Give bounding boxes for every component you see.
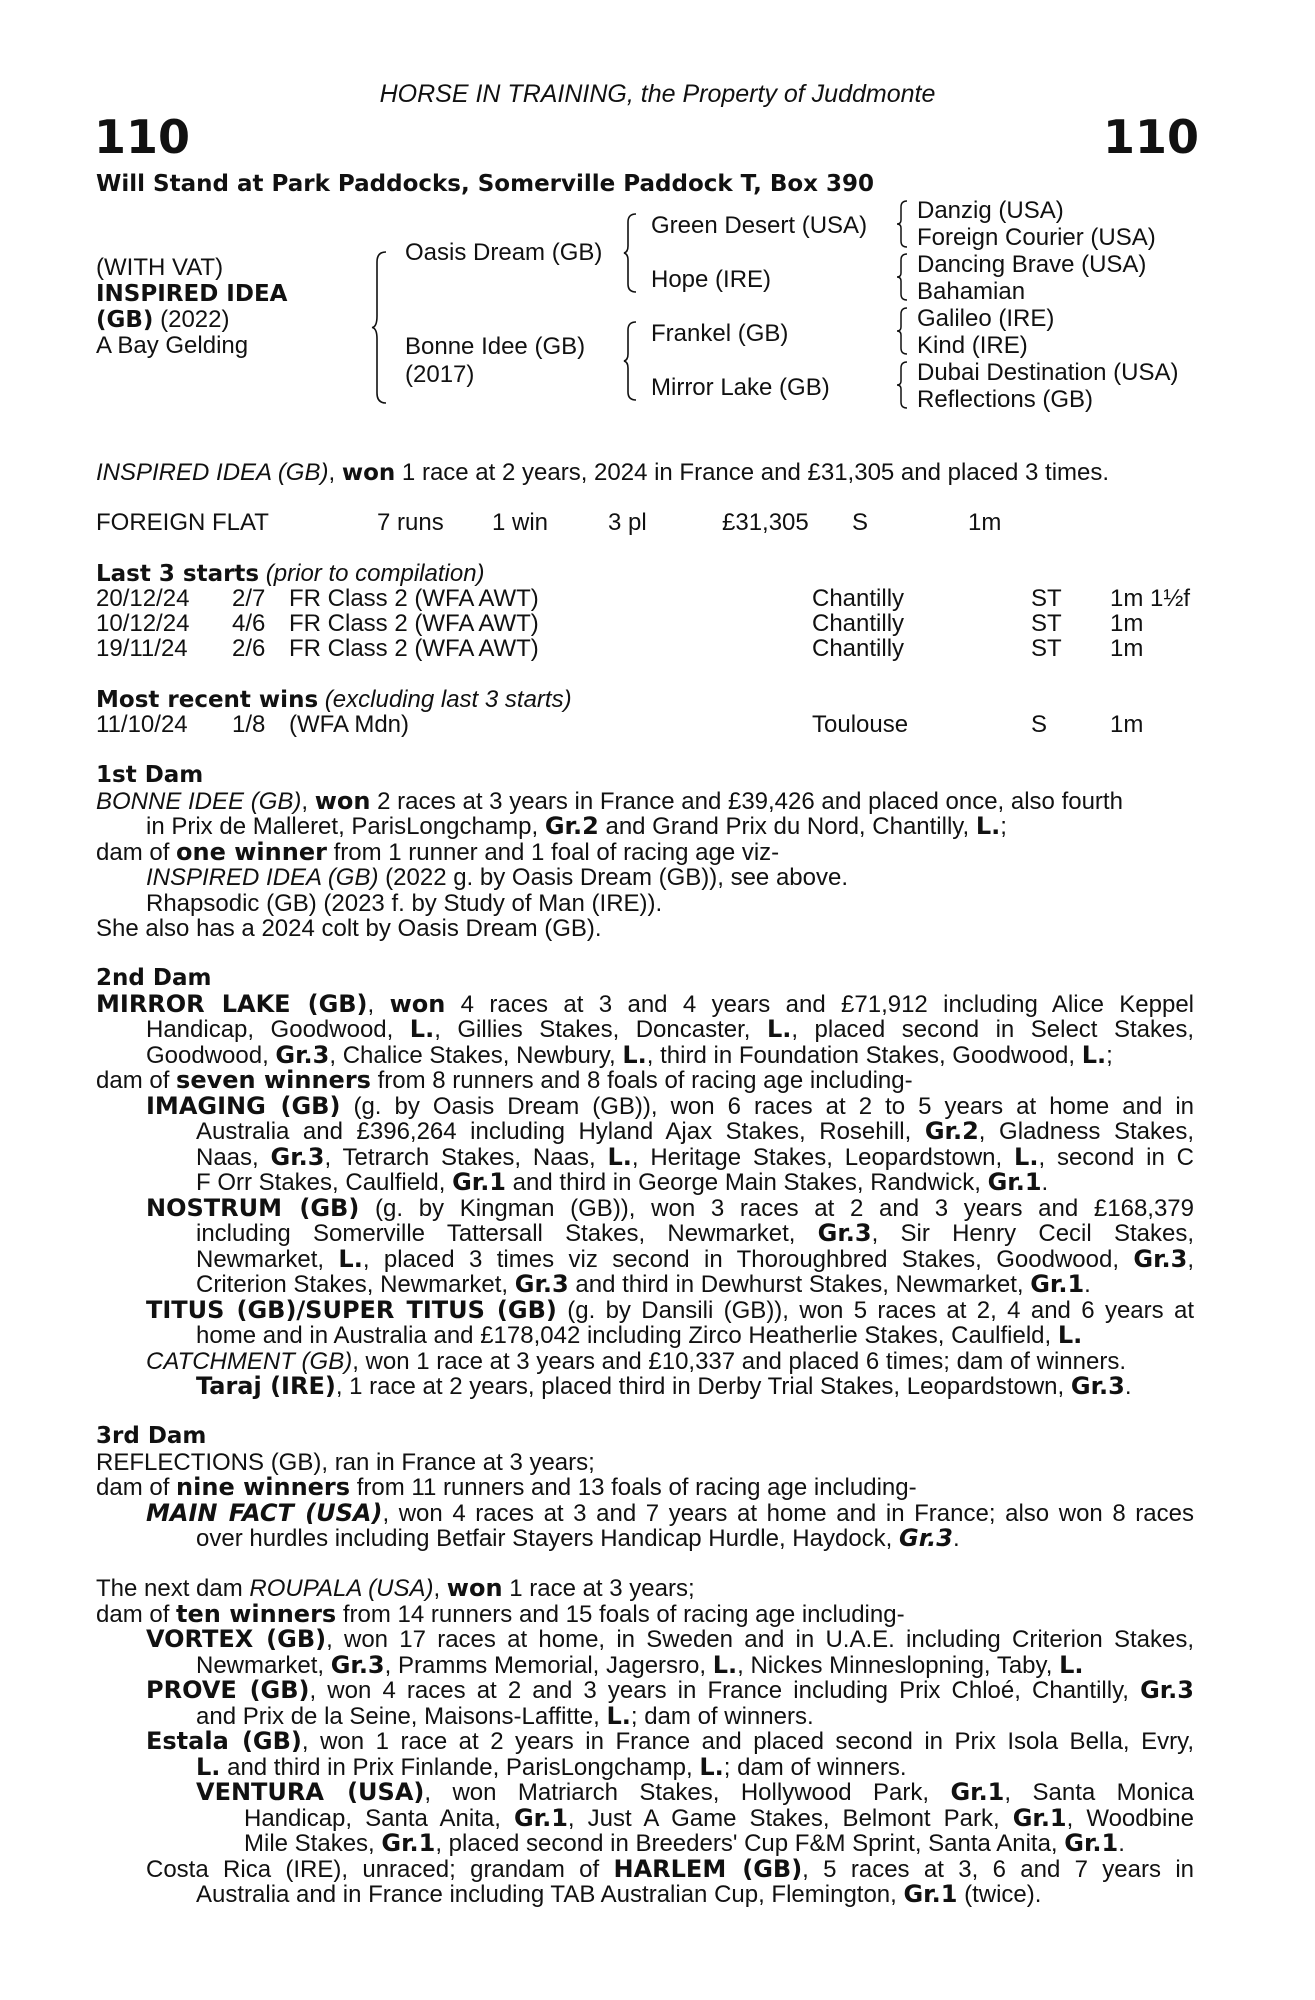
text: , Woodbine	[1066, 1804, 1194, 1832]
text: Gr.3	[1070, 1372, 1125, 1400]
text: Gr.1	[903, 1880, 958, 1908]
text: seven winners	[176, 1066, 371, 1094]
last3-heading	[96, 561, 485, 587]
pedigree-dam-dam: Mirror Lake (GB)	[651, 374, 830, 401]
imaging-line-3	[96, 1142, 1194, 1171]
text: L.	[1081, 1040, 1107, 1069]
text: L.	[1014, 1142, 1039, 1171]
text: including Somerville Tattersall Stakes, Newmarket,	[196, 1220, 818, 1247]
text: .	[1118, 1830, 1125, 1857]
first-dam-line-4	[96, 865, 1194, 891]
pedigree-ssd: Foreign Courier (USA)	[917, 224, 1156, 251]
text: from 1 runner and 1 foal of racing age viz-	[326, 838, 780, 866]
text: .	[1124, 1373, 1132, 1400]
estala-line-2	[96, 1752, 1194, 1781]
text: , placed second in Select Stakes,	[791, 1016, 1194, 1043]
next-dam-line-1	[96, 1576, 1194, 1602]
horse-description: A Bay Gelding	[96, 332, 249, 359]
text: and third in Prix Finlande, ParisLongchamp,	[220, 1753, 700, 1781]
text: Gr.1	[513, 1803, 568, 1832]
text: Australia and £396,264 including Hyland Ajax Stakes, Rosehill,	[196, 1118, 925, 1145]
first-dam-line-6: She also has a 2024 colt by Oasis Dream (GB).	[96, 915, 602, 942]
horse-country: (GB)	[96, 307, 154, 333]
text: Newmarket,	[196, 1245, 339, 1273]
text: , Tetrarch Stakes, Naas,	[324, 1143, 608, 1171]
text: and third in Dewhurst Stakes, Newmarket,	[568, 1271, 1031, 1298]
text: (2022 g. by Oasis Dream (GB)), see above.	[378, 864, 849, 891]
text: Gr.3	[270, 1142, 325, 1171]
text: L.	[622, 1040, 647, 1069]
text: Gr.2	[924, 1117, 979, 1145]
last3-date: 10/12/24	[96, 610, 190, 637]
text: and Prix de la Seine, Maisons-Laffitte,	[196, 1702, 607, 1730]
text: , won Matriarch Stakes, Hollywood Park,	[424, 1779, 951, 1806]
text: , won 1 race at 2 years in France and placed second in Prix Isola Bella, Evry,	[301, 1728, 1194, 1755]
last3-dist: 1m	[1110, 610, 1144, 637]
recent-wins-note: (excluding last 3 starts)	[318, 686, 572, 713]
text: PROVE (GB)	[146, 1676, 310, 1704]
text: Newmarket,	[196, 1651, 331, 1679]
text: from 11 runners and 13 foals of racing age including-	[350, 1474, 917, 1501]
record-placed: 3 pl	[608, 509, 647, 536]
text: Costa Rica (IRE), unraced; grandam of	[146, 1855, 614, 1883]
text: dam of	[96, 1474, 177, 1501]
horse-name: INSPIRED IDEA	[96, 281, 288, 307]
text: L.	[409, 1015, 435, 1043]
record-wins: 1 win	[492, 509, 549, 536]
first-dam-heading: 1st Dam	[96, 762, 204, 788]
pedigree-dsd: Kind (IRE)	[917, 332, 1028, 359]
second-dam-section	[96, 966, 1194, 1400]
text: The next dam	[96, 1575, 250, 1602]
pedigree-dds: Dubai Destination (USA)	[917, 359, 1179, 386]
nostrum-line-3	[96, 1244, 1194, 1273]
mirror-lake-line-2	[96, 1017, 1194, 1043]
recent-win-date: 11/10/24	[96, 711, 188, 738]
text: , won 4 races at 3 and 7 years at home and in France; also won 8 races	[382, 1499, 1194, 1527]
horse-year: (2022)	[153, 306, 230, 333]
titus-line-2	[96, 1323, 1194, 1349]
next-dam-produce-line	[96, 1599, 1194, 1628]
page-header-title: HORSE IN TRAINING, the Property of Juddmonte	[379, 80, 936, 108]
horse-country-year	[96, 307, 229, 333]
text: ; dam of winners.	[723, 1753, 907, 1781]
text: Naas,	[196, 1143, 271, 1171]
text: ,	[433, 1575, 447, 1602]
mirror-lake-line-1	[96, 989, 1194, 1018]
text: , Gillies Stakes, Doncaster,	[434, 1016, 767, 1043]
text: ;	[1106, 1041, 1113, 1069]
pedigree-brace-main	[370, 250, 390, 405]
text: , Santa Monica	[1004, 1779, 1195, 1806]
text: , Nickes Minneslopning, Taby,	[737, 1651, 1060, 1679]
text: Goodwood,	[146, 1041, 276, 1069]
text: home and in Australia and £178,042 including Zirco Heatherlie Stakes, Caulfield,	[196, 1322, 1058, 1349]
recent-win-pos: 1/8	[232, 711, 266, 738]
text: dam of	[96, 838, 177, 866]
text: L.	[1059, 1650, 1084, 1679]
pedigree-dam: Bonne Idee (GB)	[405, 333, 586, 360]
record-runs: 7 runs	[377, 509, 444, 536]
first-dam-line-5: Rhapsodic (GB) (2023 f. by Study of Man (IRE)).	[146, 889, 663, 917]
text: , placed second in Breeders' Cup F&M Sprint, Santa Anita,	[435, 1830, 1065, 1857]
first-dam-line-1	[96, 786, 1194, 815]
pedigree-brace-sd	[895, 252, 911, 302]
last3-note: (prior to compilation)	[259, 560, 485, 587]
text: Gr.1	[1012, 1803, 1067, 1832]
pedigree-dam-year: (2017)	[405, 361, 475, 388]
first-dam-section	[96, 763, 1194, 942]
text: VENTURA (USA)	[196, 1778, 425, 1806]
summary-horse-name: INSPIRED IDEA (GB)	[96, 459, 329, 486]
text: , won 4 races at 2 and 3 years in France including Prix Chloé, Chantilly,	[309, 1677, 1141, 1704]
last3-race: FR Class 2 (WFA AWT)	[289, 635, 539, 662]
text: ,	[1187, 1245, 1194, 1273]
pedigree-sire: Oasis Dream (GB)	[405, 239, 603, 266]
text: TITUS (GB)/SUPER TITUS (GB)	[146, 1295, 557, 1324]
third-dam-line-1: REFLECTIONS (GB), ran in France at 3 years;	[96, 1448, 595, 1476]
text: (twice).	[957, 1881, 1042, 1908]
ventura-line-1	[96, 1780, 1194, 1806]
record-going: S	[852, 509, 869, 536]
text: , Pramms Memorial, Jagersro,	[384, 1651, 713, 1679]
text: 1 race at 3 years;	[502, 1575, 695, 1602]
text: (g. by Kingman (GB)), won 3 races at 2 and 3 years and £168,379	[359, 1194, 1195, 1222]
last3-course: Chantilly	[812, 635, 905, 662]
text: Mile Stakes,	[244, 1830, 382, 1857]
last3-dist: 1m 1½f	[1110, 585, 1191, 612]
pedigree-sds: Dancing Brave (USA)	[917, 251, 1147, 278]
last3-race: FR Class 2 (WFA AWT)	[289, 610, 539, 637]
last3-going: ST	[1031, 635, 1062, 662]
text: IMAGING (GB)	[146, 1091, 341, 1120]
main-fact-line-2	[96, 1526, 1194, 1552]
text: , Sir Henry Cecil Stakes,	[871, 1220, 1194, 1247]
pedigree-sss: Danzig (USA)	[917, 197, 1064, 224]
recent-win-going: S	[1031, 711, 1048, 738]
text: one winner	[176, 837, 327, 866]
first-dam-name: BONNE IDEE (GB)	[96, 787, 302, 815]
pedigree-dam-sire: Frankel (GB)	[651, 320, 789, 347]
text: , Just A Game Stakes, Belmont Park,	[567, 1804, 1013, 1832]
text: , placed 3 times viz second in Thoroughbred Stakes, Goodwood,	[362, 1245, 1134, 1273]
text: in Prix de Malleret, ParisLongchamp,	[146, 813, 545, 840]
last3-dist: 1m	[1110, 635, 1144, 662]
nostrum-line-1	[96, 1193, 1195, 1222]
text: Handicap, Goodwood,	[146, 1016, 410, 1043]
last3-date: 19/11/24	[96, 635, 188, 662]
text: , Gladness Stakes,	[978, 1118, 1195, 1145]
last3-race: FR Class 2 (WFA AWT)	[289, 585, 539, 612]
text: and Grand Prix du Nord, Chantilly,	[598, 813, 976, 840]
recent-win-race: (WFA Mdn)	[289, 711, 410, 738]
text: VORTEX (GB)	[146, 1625, 327, 1653]
pedigree-sire-dam: Hope (IRE)	[651, 266, 772, 293]
listed-label: L.	[975, 812, 1001, 840]
text: .	[1041, 1169, 1049, 1196]
text: ,	[367, 990, 390, 1018]
text: L.	[1057, 1321, 1083, 1349]
text: , Chalice Stakes, Newbury,	[329, 1041, 623, 1069]
text: , 5 races at 3, 6 and 7 years in	[802, 1855, 1194, 1883]
vat-note: (WITH VAT)	[96, 254, 224, 281]
text: .	[952, 1525, 960, 1552]
text: ;	[1000, 813, 1007, 840]
pedigree-brace-dam	[622, 320, 640, 402]
text: over hurdles including Betfair Stayers Handicap Hurdle, Haydock,	[196, 1525, 900, 1552]
text: L.	[338, 1244, 363, 1273]
text: , Heritage Stakes, Leopardstown,	[631, 1143, 1015, 1171]
text: L.	[196, 1752, 221, 1781]
text: (g. by Oasis Dream (GB)), won 6 races at 2 to 5 years at home and in	[340, 1092, 1194, 1120]
text: Gr.1	[1030, 1270, 1085, 1298]
last3-going: ST	[1031, 610, 1062, 637]
text: Gr.3	[514, 1270, 569, 1298]
nostrum-line-4	[96, 1272, 1194, 1298]
last3-date: 20/12/24	[96, 585, 190, 612]
recent-win-course: Toulouse	[812, 711, 909, 738]
mirror-lake-line-3	[96, 1040, 1194, 1069]
text: won	[446, 1574, 503, 1602]
text: 2 races at 3 years in France and £39,426 and placed once, also fourth	[370, 787, 1123, 815]
grade-label: Gr.2	[544, 812, 599, 840]
recent-wins-title: Most recent wins	[96, 687, 319, 713]
pedigree-ddd: Reflections (GB)	[917, 386, 1094, 413]
text: MAIN FACT (USA)	[146, 1498, 383, 1527]
text: ROUPALA (USA)	[249, 1575, 434, 1602]
last3-course: Chantilly	[812, 610, 905, 637]
record-earnings: £31,305	[722, 509, 809, 536]
text: ; dam of winners.	[630, 1702, 814, 1730]
text: Gr.3	[817, 1219, 872, 1247]
race-summary: INSPIRED IDEA (GB), won 1 race at 2 years, 2024 in France and £31,305 and placed 3 times.	[96, 459, 1110, 486]
text: won	[314, 786, 371, 815]
text: , won 1 race at 3 years and £10,337 and placed 6 times; dam of winners.	[352, 1347, 1126, 1375]
text: , second in C	[1038, 1143, 1194, 1171]
text: from 14 runners and 15 foals of racing age including-	[336, 1600, 905, 1628]
text: and third in George Main Stakes, Randwick,	[506, 1169, 988, 1196]
recent-win-dist: 1m	[1110, 711, 1144, 738]
ventura-line-3	[96, 1831, 1194, 1857]
pedigree-brace-dd	[895, 360, 911, 410]
text: L.	[606, 1701, 631, 1730]
main-fact-line-1	[96, 1498, 1194, 1527]
last3-course: Chantilly	[812, 585, 905, 612]
text: L.	[699, 1752, 724, 1781]
imaging-line-2	[96, 1119, 1194, 1145]
text: (g. by Dansili (GB)), won 5 races at 2, 4 and 6 years at	[556, 1296, 1194, 1324]
costa-rica-line-1	[96, 1854, 1194, 1883]
text: ,	[301, 787, 315, 815]
text: L.	[607, 1142, 632, 1171]
first-dam-line-3	[96, 837, 1194, 866]
last3-title: Last 3 starts	[96, 561, 260, 587]
text: Gr.1	[452, 1168, 507, 1196]
text: ten winners	[176, 1599, 337, 1628]
last3-pos: 4/6	[232, 610, 266, 637]
third-dam-section	[96, 1424, 1194, 1552]
catchment-line	[96, 1349, 1194, 1375]
second-dam-produce-line	[96, 1068, 1194, 1094]
vortex-line-1	[96, 1627, 1194, 1653]
text: dam of	[96, 1067, 177, 1094]
recent-wins-heading	[96, 687, 572, 713]
first-dam-line-2	[96, 814, 1194, 840]
text: , won 17 races at home, in Sweden and in U.A.E. including Criterion Stakes,	[326, 1626, 1194, 1653]
last3-pos: 2/7	[232, 585, 266, 612]
pedigree-brace-ss	[895, 199, 911, 249]
taraj-line	[96, 1374, 1194, 1400]
text: Gr.3	[275, 1040, 330, 1069]
prove-line-2	[96, 1701, 1194, 1730]
text: , 1 race at 2 years, placed third in Derby Trial Stakes, Leopardstown,	[335, 1373, 1071, 1400]
pedigree-brace-ds	[895, 306, 911, 356]
vortex-line-2	[96, 1650, 1194, 1679]
summary-won: won	[341, 460, 396, 486]
lot-number-right: 110	[1102, 110, 1199, 164]
text: Taraj (IRE)	[196, 1372, 336, 1400]
text: Australia and in France including TAB Australian Cup, Flemington,	[196, 1881, 904, 1908]
third-dam-produce-line	[96, 1475, 1194, 1501]
prove-line-1	[96, 1678, 1194, 1704]
second-dam-heading: 2nd Dam	[96, 965, 212, 991]
titus-line-1	[96, 1295, 1194, 1324]
text: Gr.1	[1064, 1829, 1119, 1857]
text: CATCHMENT (GB)	[146, 1347, 353, 1375]
text: INSPIRED IDEA (GB)	[146, 864, 379, 891]
third-dam-heading: 3rd Dam	[96, 1423, 207, 1449]
text: Gr.1	[950, 1778, 1005, 1806]
text: Gr.1	[381, 1829, 436, 1857]
nostrum-line-2	[96, 1221, 1194, 1247]
next-dam-section	[96, 1576, 1194, 1908]
text: F Orr Stakes, Caulfield,	[196, 1169, 453, 1196]
text: Estala (GB)	[146, 1727, 302, 1755]
record-distance: 1m	[968, 509, 1002, 536]
text: HARLEM (GB)	[613, 1854, 803, 1883]
last3-pos: 2/6	[232, 635, 266, 662]
text: , third in Foundation Stakes, Goodwood,	[646, 1041, 1082, 1069]
summary-text: 1 race at 2 years, 2024 in France and £31,305 and placed 3 times.	[395, 459, 1110, 486]
pedigree-sire-sire: Green Desert (USA)	[651, 212, 868, 239]
text: MIRROR LAKE (GB)	[96, 989, 368, 1018]
text: L.	[712, 1650, 738, 1679]
text: Gr.3	[330, 1650, 385, 1679]
lot-number-left: 110	[94, 110, 191, 164]
pedigree-brace-sire	[622, 212, 640, 294]
text: nine winners	[176, 1473, 351, 1501]
text: Gr.3	[1133, 1244, 1188, 1273]
text: dam of	[96, 1600, 177, 1628]
estala-line-1	[96, 1729, 1194, 1755]
text: Handicap, Santa Anita,	[244, 1804, 514, 1832]
pedigree-sdd: Bahamian	[917, 278, 1026, 305]
text: Criterion Stakes, Newmarket,	[196, 1271, 515, 1298]
text: .	[1084, 1271, 1091, 1298]
text: Gr.1	[987, 1168, 1042, 1196]
text: Gr.3	[899, 1524, 953, 1552]
text: from 8 runners and 8 foals of racing age including-	[370, 1067, 913, 1094]
last3-going: ST	[1031, 585, 1062, 612]
record-label: FOREIGN FLAT	[96, 509, 269, 536]
text: NOSTRUM (GB)	[146, 1193, 360, 1222]
ventura-line-2	[96, 1803, 1194, 1832]
text: L.	[766, 1015, 792, 1043]
pedigree-dss: Galileo (IRE)	[917, 305, 1055, 332]
costa-rica-line-2	[96, 1882, 1194, 1908]
imaging-line-1	[96, 1091, 1194, 1120]
text: 4 races at 3 and 4 years and £71,912 including Alice Keppel	[445, 990, 1194, 1018]
stand-location: Will Stand at Park Paddocks, Somerville Paddock T, Box 390	[96, 171, 875, 197]
text: won	[389, 989, 446, 1018]
text: Gr.3	[1140, 1676, 1194, 1704]
imaging-line-4	[96, 1170, 1194, 1196]
